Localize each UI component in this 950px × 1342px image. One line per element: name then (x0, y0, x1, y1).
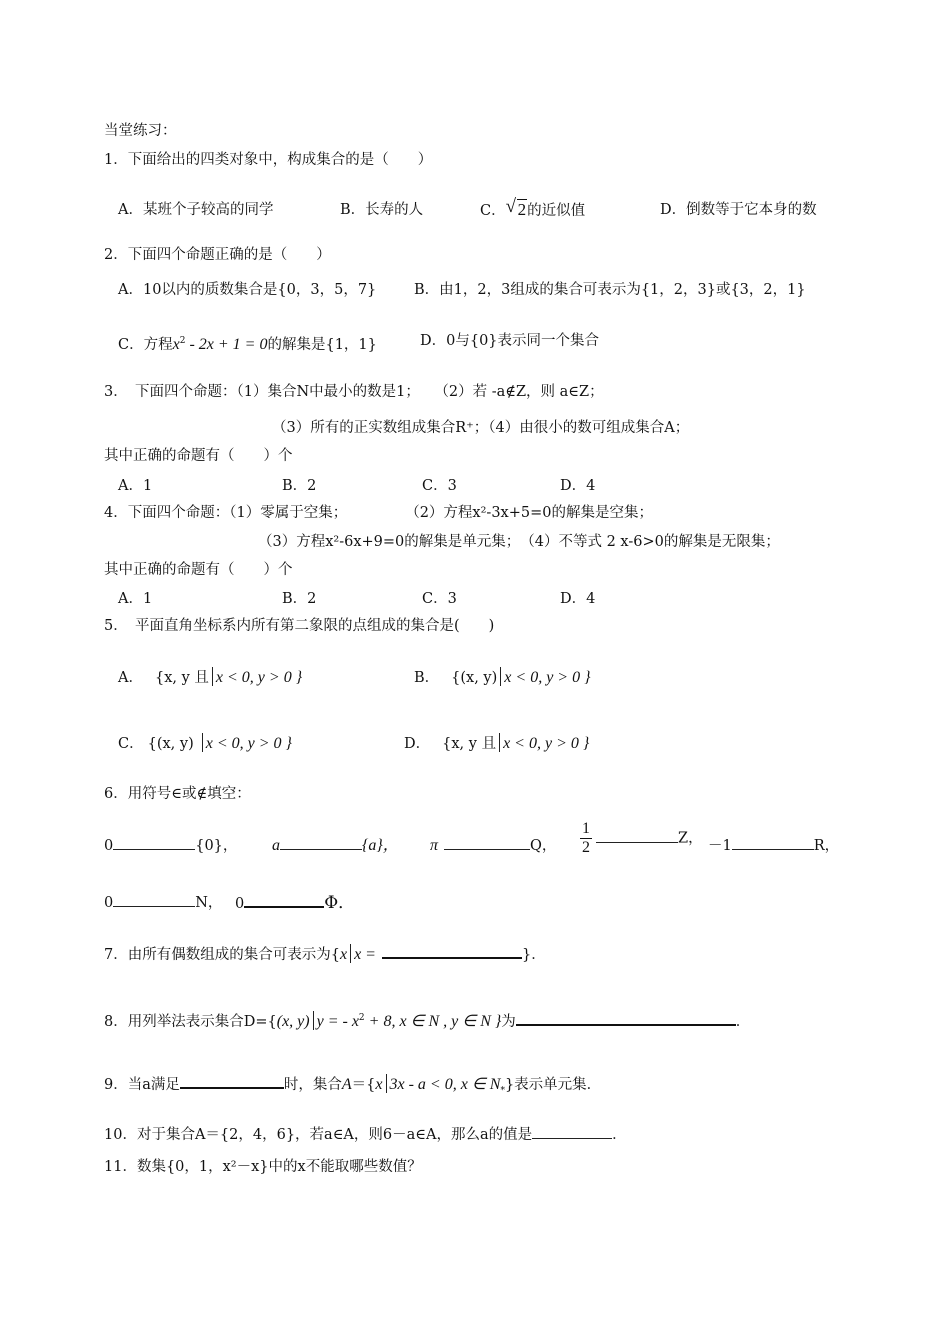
set-condition: x < 0, y > 0 } (205, 735, 292, 752)
question-4-option-a: A．1 (118, 591, 153, 607)
question-9 (104, 1073, 601, 1101)
set-open: ＝{ (351, 1077, 376, 1093)
question-10-text: 10．对于集合A＝{2，4，6}，若a∈A，则6－a∈A，那么a的值是 (104, 1127, 533, 1143)
question-8-end: ． (735, 1013, 751, 1030)
answer-blank[interactable] (596, 828, 678, 843)
question-10-end: ． (612, 1127, 627, 1143)
blank-lhs: －1 (708, 838, 732, 854)
blank-lhs: a (272, 837, 280, 854)
set-divider (202, 733, 203, 752)
option-label: D． (404, 736, 431, 752)
set-name: A (341, 1076, 352, 1093)
question-4-line-1: 4．下面四个命题：（1）零属于空集； （2）方程x²-3x+5=0的解集是空集； (104, 505, 653, 521)
question-8 (104, 1008, 750, 1032)
blank-rhs: {a}， (362, 837, 399, 854)
answer-blank[interactable] (280, 835, 362, 850)
answer-blank[interactable] (180, 1073, 284, 1089)
option-c-label: C．方程 (118, 336, 173, 353)
question-8-prefix: 8．用列举法表示集合D={ (104, 1013, 277, 1030)
question-4-line-2: （3）方程x²-6x+9=0的解集是单元集； （4）不等式 2 x-6>0的解集是无限集； (258, 534, 780, 550)
page-heading: 当堂练习： (104, 123, 177, 139)
question-2-option-c (118, 331, 377, 355)
question-6-item-half (580, 820, 703, 857)
question-6-item-minus-one (708, 835, 839, 856)
question-3-option-b: B．2 (282, 478, 317, 494)
set-divider (350, 944, 351, 963)
answer-blank[interactable] (516, 1010, 736, 1026)
question-9-mid: 时，集合 (283, 1077, 342, 1093)
question-5-option-c (118, 733, 292, 754)
question-3-line-1: 3． 下面四个命题：（1）集合N中最小的数是1； （2）若 -a∉Z，则 a∈Z； (104, 384, 604, 400)
question-4-option-c: C．3 (422, 591, 457, 607)
set-close: } (504, 1077, 515, 1093)
question-6-item-a (272, 835, 399, 856)
question-7 (104, 943, 546, 965)
set-elements: {(x, y) (451, 670, 498, 686)
question-10 (104, 1124, 627, 1145)
answer-blank[interactable] (113, 835, 195, 850)
question-4-option-d: D．4 (560, 591, 596, 607)
question-9-prefix: 9．当a满足 (104, 1077, 180, 1093)
question-1-option-b: B．长寿的人 (340, 202, 424, 218)
fraction-one-half (580, 820, 592, 857)
equation-variable: x (172, 335, 180, 353)
blank-lhs: π (430, 837, 439, 854)
question-1-option-c (480, 196, 586, 221)
question-3-line-3: 其中正确的命题有（ ）个 (104, 448, 293, 464)
question-3-line-2: （3）所有的正实数组成集合R⁺；（4）由很小的数可组成集合A； (272, 420, 690, 436)
question-6-row-1 (104, 835, 237, 856)
set-condition: x < 0, y > 0 } (504, 669, 591, 686)
set-condition: x < 0, y > 0 } (503, 735, 590, 752)
question-1-option-d: D．倒数等于它本身的数 (660, 202, 817, 218)
question-4-line-3: 其中正确的命题有（ ）个 (104, 562, 293, 578)
question-5-stem: 5． 平面直角坐标系内所有第二象限的点组成的集合是( ) (104, 618, 495, 634)
question-2-option-b: B．由1，2，3组成的集合可表示为{1，2，3}或{3，2，1} (414, 282, 806, 298)
question-2-option-a: A．10以内的质数集合是{0，3，5，7} (118, 282, 377, 298)
question-5-option-d (404, 733, 589, 754)
question-1-option-a: A．某班个子较高的同学 (118, 202, 274, 218)
set-condition: y = - x (316, 1012, 359, 1030)
question-9-suffix: 表示单元集． (514, 1077, 602, 1093)
set-divider (499, 733, 500, 752)
empty-set-symbol: Φ． (324, 893, 356, 913)
condition-exponent: 2 (358, 1013, 365, 1023)
question-2-option-d: D．0与{0}表示同一个集合 (420, 333, 600, 349)
question-5-option-b (414, 667, 591, 688)
option-label: A． (118, 670, 143, 686)
set-condition: x < 0, y > 0 } (215, 669, 303, 686)
set-elements: {x, y 且 (442, 736, 497, 752)
set-elements: {x, y 且 (154, 670, 209, 686)
set-variable: x (375, 1076, 383, 1093)
question-7-prefix: 7．由所有偶数组成的集合可表示为{ (104, 947, 340, 963)
question-4-option-b: B．2 (282, 591, 317, 607)
set-divider (212, 667, 213, 686)
question-6-item-pi (430, 835, 556, 856)
fraction-numerator: 1 (582, 820, 590, 837)
option-c-text: 的近似值 (527, 203, 586, 219)
set-pair: (x, y) (276, 1012, 310, 1030)
question-11: 11．数集{0，1，x²－x}中的x不能取哪些数值？ (104, 1159, 422, 1175)
set-condition-rest: + 8, x ∈ N , y ∈ N } (364, 1012, 502, 1030)
question-3-option-a: A．1 (118, 478, 153, 494)
answer-blank[interactable] (382, 943, 522, 959)
question-6-stem: 6．用符号∈或∉填空： (104, 786, 251, 802)
question-2-stem: 2．下面四个命题正确的是（ ） (104, 247, 331, 263)
blank-lhs: 0 (104, 895, 114, 911)
set-variable: x (339, 946, 348, 963)
set-divider (313, 1011, 314, 1030)
question-6-item-empty-set (235, 892, 355, 914)
question-1-stem: 1．下面给出的四类对象中，构成集合的是（ ） (104, 152, 433, 168)
option-label: B． (414, 670, 440, 686)
blank-rhs: Z， (678, 830, 703, 847)
question-3-option-c: C．3 (422, 478, 457, 494)
set-condition: x = (354, 946, 376, 963)
option-label: C． (118, 736, 144, 752)
set-divider (386, 1074, 387, 1093)
set-divider (500, 667, 501, 686)
equation-rest: - 2x + 1 = 0 (185, 335, 268, 353)
question-8-suffix: 为 (501, 1013, 516, 1030)
answer-blank[interactable] (113, 892, 195, 907)
question-6-row-2 (104, 892, 222, 913)
answer-blank[interactable] (244, 892, 324, 908)
blank-lhs: 0 (104, 838, 114, 854)
sqrt-radicand: 2 (517, 200, 527, 219)
question-7-suffix: }． (521, 947, 546, 963)
blank-lhs: 0 (235, 896, 245, 912)
blank-rhs: Q， (530, 838, 557, 854)
option-c-text: 的解集是{1，1} (267, 336, 377, 353)
equation-exponent: 2 (179, 336, 186, 346)
option-c-label: C． (480, 203, 506, 219)
fraction-denominator: 2 (582, 839, 590, 856)
sqrt-expression: √ 2 (505, 196, 527, 219)
answer-blank[interactable] (532, 1124, 612, 1139)
blank-rhs: R， (813, 838, 840, 854)
blank-rhs: N， (195, 895, 223, 911)
blank-rhs: {0}， (195, 838, 238, 854)
question-3-option-d: D．4 (560, 478, 596, 494)
condition-subscript: * (500, 1085, 505, 1096)
question-5-option-a (118, 667, 302, 688)
set-condition: 3x - a < 0, x ∈ N (389, 1076, 501, 1093)
set-elements: {(x, y) (147, 736, 194, 752)
answer-blank[interactable] (444, 835, 530, 850)
answer-blank[interactable] (732, 835, 814, 850)
